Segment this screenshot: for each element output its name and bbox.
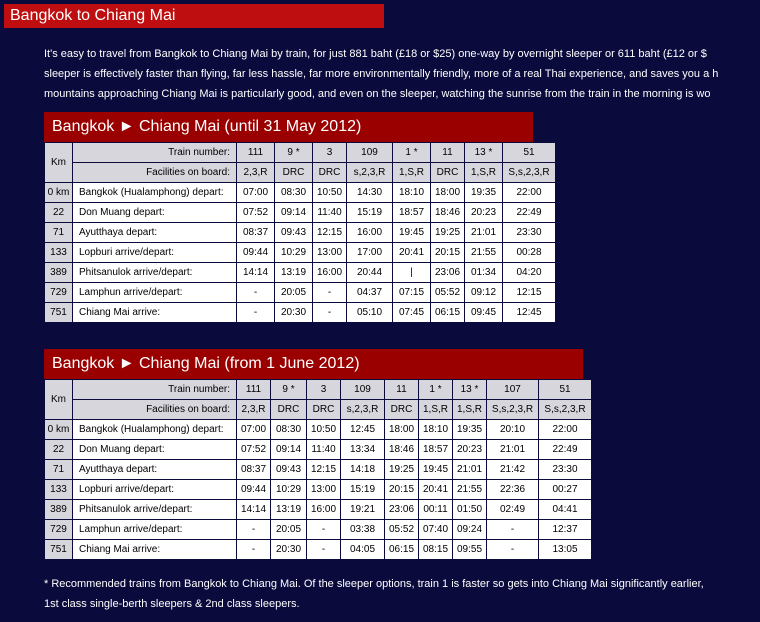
time-cell: 23:06 [431, 263, 465, 283]
time-cell: 06:15 [385, 540, 419, 560]
time-cell: 20:15 [431, 243, 465, 263]
time-cell: 22:00 [503, 183, 556, 203]
table-row [45, 500, 592, 520]
table-row [45, 540, 592, 560]
time-cell: 09:44 [237, 480, 271, 500]
time-cell: 20:41 [393, 243, 431, 263]
time-cell: 02:49 [487, 500, 539, 520]
time-cell: - [313, 283, 347, 303]
time-cell: 13:19 [271, 500, 307, 520]
km-cell: 133 [45, 243, 73, 263]
train-number-cell: 109 [341, 380, 385, 400]
train-number-cell: 13 * [465, 143, 503, 163]
time-cell: 07:52 [237, 440, 271, 460]
time-cell: 13:19 [275, 263, 313, 283]
time-cell: 03:38 [341, 520, 385, 540]
time-cell: 10:50 [313, 183, 347, 203]
km-cell: 0 km [45, 183, 73, 203]
station-cell: Chiang Mai arrive: [73, 303, 237, 323]
time-cell: 20:05 [275, 283, 313, 303]
time-cell: 05:52 [431, 283, 465, 303]
facilities-row [45, 163, 556, 183]
time-cell: 20:41 [419, 480, 453, 500]
facilities-cell: S,s,2,3,R [503, 163, 556, 183]
km-cell: 71 [45, 223, 73, 243]
time-cell: 23:30 [503, 223, 556, 243]
time-cell: 20:30 [275, 303, 313, 323]
time-cell: 20:44 [347, 263, 393, 283]
time-cell: - [487, 520, 539, 540]
station-cell: Ayutthaya depart: [73, 460, 237, 480]
table-row [45, 460, 592, 480]
train-number-cell: 9 * [275, 143, 313, 163]
time-cell: - [237, 303, 275, 323]
timetable-until-31-may [44, 112, 550, 323]
train-number-label: Train number: [73, 143, 237, 163]
time-cell: 09:12 [465, 283, 503, 303]
time-cell: - [237, 540, 271, 560]
time-cell: 11:40 [307, 440, 341, 460]
facilities-cell: 1,S,R [453, 400, 487, 420]
time-cell: 07:52 [237, 203, 275, 223]
time-cell: 09:43 [275, 223, 313, 243]
intro-paragraph [44, 44, 760, 104]
train-number-cell: 11 [385, 380, 419, 400]
time-cell: - [313, 303, 347, 323]
train-number-cell: 111 [237, 143, 275, 163]
time-cell: 07:00 [237, 183, 275, 203]
time-cell: 13:34 [341, 440, 385, 460]
time-cell: 20:23 [453, 440, 487, 460]
km-cell: 389 [45, 500, 73, 520]
time-cell: 20:05 [271, 520, 307, 540]
train-number-cell: 1 * [393, 143, 431, 163]
table-row [45, 263, 556, 283]
time-cell: 08:37 [237, 223, 275, 243]
train-number-cell: 51 [539, 380, 592, 400]
km-cell: 22 [45, 203, 73, 223]
time-cell: 14:30 [347, 183, 393, 203]
time-cell: 05:52 [385, 520, 419, 540]
time-cell: 23:06 [385, 500, 419, 520]
time-cell: 09:14 [275, 203, 313, 223]
time-cell: 18:57 [393, 203, 431, 223]
table-row [45, 440, 592, 460]
time-cell: 11:40 [313, 203, 347, 223]
time-cell: 16:00 [347, 223, 393, 243]
facilities-cell: 1,S,R [465, 163, 503, 183]
time-cell: - [307, 520, 341, 540]
time-cell: 20:23 [465, 203, 503, 223]
station-cell: Lamphun arrive/depart: [73, 520, 237, 540]
time-cell: 21:01 [465, 223, 503, 243]
time-cell: 09:14 [271, 440, 307, 460]
km-cell: 133 [45, 480, 73, 500]
facilities-cell: s,2,3,R [347, 163, 393, 183]
time-cell: 20:10 [487, 420, 539, 440]
time-cell: 10:50 [307, 420, 341, 440]
time-cell: 20:30 [271, 540, 307, 560]
facilities-cell: S,s,2,3,R [539, 400, 592, 420]
time-cell: 07:00 [237, 420, 271, 440]
table-row [45, 203, 556, 223]
time-cell: 21:01 [453, 460, 487, 480]
time-cell: 08:30 [271, 420, 307, 440]
time-cell: 19:45 [393, 223, 431, 243]
time-cell: 13:00 [307, 480, 341, 500]
train-number-cell: 107 [487, 380, 539, 400]
time-cell: 09:44 [237, 243, 275, 263]
time-cell: 00:27 [539, 480, 592, 500]
time-cell: 04:37 [347, 283, 393, 303]
table-row [45, 420, 592, 440]
table-row [45, 480, 592, 500]
time-cell: 09:43 [271, 460, 307, 480]
train-number-cell: 11 [431, 143, 465, 163]
time-cell: 08:30 [275, 183, 313, 203]
station-cell: Phitsanulok arrive/depart: [73, 263, 237, 283]
time-cell: - [237, 283, 275, 303]
table-row [45, 183, 556, 203]
time-cell: 00:11 [419, 500, 453, 520]
facilities-cell: 2,3,R [237, 400, 271, 420]
time-cell: 15:19 [347, 203, 393, 223]
time-cell: 13:00 [313, 243, 347, 263]
facilities-row [45, 400, 592, 420]
time-cell: 06:15 [431, 303, 465, 323]
time-cell: 12:15 [307, 460, 341, 480]
time-cell: 10:29 [271, 480, 307, 500]
facilities-cell: DRC [271, 400, 307, 420]
time-cell: 18:57 [419, 440, 453, 460]
time-cell: 05:10 [347, 303, 393, 323]
station-cell: Lopburi arrive/depart: [73, 480, 237, 500]
train-number-cell: 9 * [271, 380, 307, 400]
table-row [45, 223, 556, 243]
page-title: Bangkok to Chiang Mai [4, 4, 384, 28]
train-number-cell: 13 * [453, 380, 487, 400]
table-row [45, 243, 556, 263]
facilities-label: Facilities on board: [73, 163, 237, 183]
station-cell: Don Muang depart: [73, 203, 237, 223]
station-cell: Bangkok (Hualamphong) depart: [73, 420, 237, 440]
time-cell: 21:55 [453, 480, 487, 500]
footnote-line: * Recommended trains from Bangkok to Chiang Mai. Of the sleeper options, train 1 is faster so gets into Chiang Mai significantly earlier, [44, 578, 704, 590]
time-cell: 12:45 [341, 420, 385, 440]
time-cell: 08:15 [419, 540, 453, 560]
train-number-cell: 109 [347, 143, 393, 163]
timetable-grid [44, 379, 592, 560]
time-cell: 21:42 [487, 460, 539, 480]
km-cell: 729 [45, 283, 73, 303]
train-number-label: Train number: [73, 380, 237, 400]
facilities-cell: s,2,3,R [341, 400, 385, 420]
facilities-cell: 1,S,R [393, 163, 431, 183]
km-cell: 389 [45, 263, 73, 283]
time-cell: 22:49 [539, 440, 592, 460]
timetable-grid [44, 142, 556, 323]
timetable-from-1-june [44, 349, 586, 560]
time-cell: 19:21 [341, 500, 385, 520]
train-number-cell: 1 * [419, 380, 453, 400]
timetable-title: Bangkok ► Chiang Mai (from 1 June 2012) [44, 349, 583, 379]
time-cell: 04:20 [503, 263, 556, 283]
facilities-cell: DRC [431, 163, 465, 183]
km-cell: 729 [45, 520, 73, 540]
time-cell: 17:00 [347, 243, 393, 263]
time-cell: 16:00 [313, 263, 347, 283]
time-cell: - [487, 540, 539, 560]
time-cell: 10:29 [275, 243, 313, 263]
time-cell: - [307, 540, 341, 560]
train-number-cell: 51 [503, 143, 556, 163]
footnote-line: 1st class single-berth sleepers & 2nd class sleepers. [44, 598, 300, 610]
time-cell: | [393, 263, 431, 283]
train-number-cell: 3 [313, 143, 347, 163]
station-cell: Lopburi arrive/depart: [73, 243, 237, 263]
time-cell: 22:00 [539, 420, 592, 440]
time-cell: 04:05 [341, 540, 385, 560]
km-cell: 751 [45, 540, 73, 560]
facilities-cell: 2,3,R [237, 163, 275, 183]
station-cell: Don Muang depart: [73, 440, 237, 460]
time-cell: 08:37 [237, 460, 271, 480]
time-cell: 15:19 [341, 480, 385, 500]
time-cell: 19:45 [419, 460, 453, 480]
time-cell: 18:00 [431, 183, 465, 203]
time-cell: 14:18 [341, 460, 385, 480]
facilities-cell: DRC [385, 400, 419, 420]
time-cell: 09:45 [465, 303, 503, 323]
km-cell: 0 km [45, 420, 73, 440]
facilities-cell: DRC [307, 400, 341, 420]
table-row [45, 520, 592, 540]
time-cell: 19:35 [453, 420, 487, 440]
km-cell: 751 [45, 303, 73, 323]
time-cell: 01:34 [465, 263, 503, 283]
time-cell: 18:46 [385, 440, 419, 460]
time-cell: 18:00 [385, 420, 419, 440]
time-cell: 00:28 [503, 243, 556, 263]
time-cell: 09:55 [453, 540, 487, 560]
train-number-row [45, 143, 556, 163]
station-cell: Ayutthaya depart: [73, 223, 237, 243]
time-cell: 13:05 [539, 540, 592, 560]
table-row [45, 283, 556, 303]
time-cell: 20:15 [385, 480, 419, 500]
time-cell: 12:15 [313, 223, 347, 243]
station-cell: Bangkok (Hualamphong) depart: [73, 183, 237, 203]
time-cell: 09:24 [453, 520, 487, 540]
time-cell: 07:15 [393, 283, 431, 303]
train-number-cell: 111 [237, 380, 271, 400]
facilities-cell: S,s,2,3,R [487, 400, 539, 420]
intro-line: It's easy to travel from Bangkok to Chiang Mai by train, for just 881 baht (£18 or $25) one-way by overnight sleeper or 611 baht (£12 or $ [44, 48, 707, 60]
intro-line: sleeper is effectively faster than flying, far less hassle, far more environmentally friendly, more of a real Thai experience, and saves you a h [44, 68, 719, 80]
time-cell: 18:10 [393, 183, 431, 203]
facilities-cell: 1,S,R [419, 400, 453, 420]
time-cell: 14:14 [237, 263, 275, 283]
timetable-title: Bangkok ► Chiang Mai (until 31 May 2012) [44, 112, 533, 142]
facilities-cell: DRC [275, 163, 313, 183]
time-cell: 07:40 [419, 520, 453, 540]
time-cell: 19:35 [465, 183, 503, 203]
time-cell: 19:25 [431, 223, 465, 243]
time-cell: - [237, 520, 271, 540]
intro-line: mountains approaching Chiang Mai is particularly good, and even on the sleeper, watching the sunrise from the train in the morning is wo [44, 88, 711, 100]
time-cell: 07:45 [393, 303, 431, 323]
time-cell: 18:46 [431, 203, 465, 223]
facilities-label: Facilities on board: [73, 400, 237, 420]
train-number-row [45, 380, 592, 400]
table-row [45, 303, 556, 323]
station-cell: Lamphun arrive/depart: [73, 283, 237, 303]
time-cell: 19:25 [385, 460, 419, 480]
km-header: Km [45, 143, 73, 183]
time-cell: 12:37 [539, 520, 592, 540]
station-cell: Chiang Mai arrive: [73, 540, 237, 560]
facilities-cell: DRC [313, 163, 347, 183]
time-cell: 01:50 [453, 500, 487, 520]
time-cell: 12:15 [503, 283, 556, 303]
time-cell: 16:00 [307, 500, 341, 520]
time-cell: 21:55 [465, 243, 503, 263]
time-cell: 21:01 [487, 440, 539, 460]
time-cell: 18:10 [419, 420, 453, 440]
km-cell: 22 [45, 440, 73, 460]
km-cell: 71 [45, 460, 73, 480]
time-cell: 14:14 [237, 500, 271, 520]
time-cell: 12:45 [503, 303, 556, 323]
time-cell: 22:49 [503, 203, 556, 223]
time-cell: 04:41 [539, 500, 592, 520]
train-number-cell: 3 [307, 380, 341, 400]
time-cell: 22:36 [487, 480, 539, 500]
km-header: Km [45, 380, 73, 420]
station-cell: Phitsanulok arrive/depart: [73, 500, 237, 520]
time-cell: 23:30 [539, 460, 592, 480]
footnote [44, 574, 760, 614]
